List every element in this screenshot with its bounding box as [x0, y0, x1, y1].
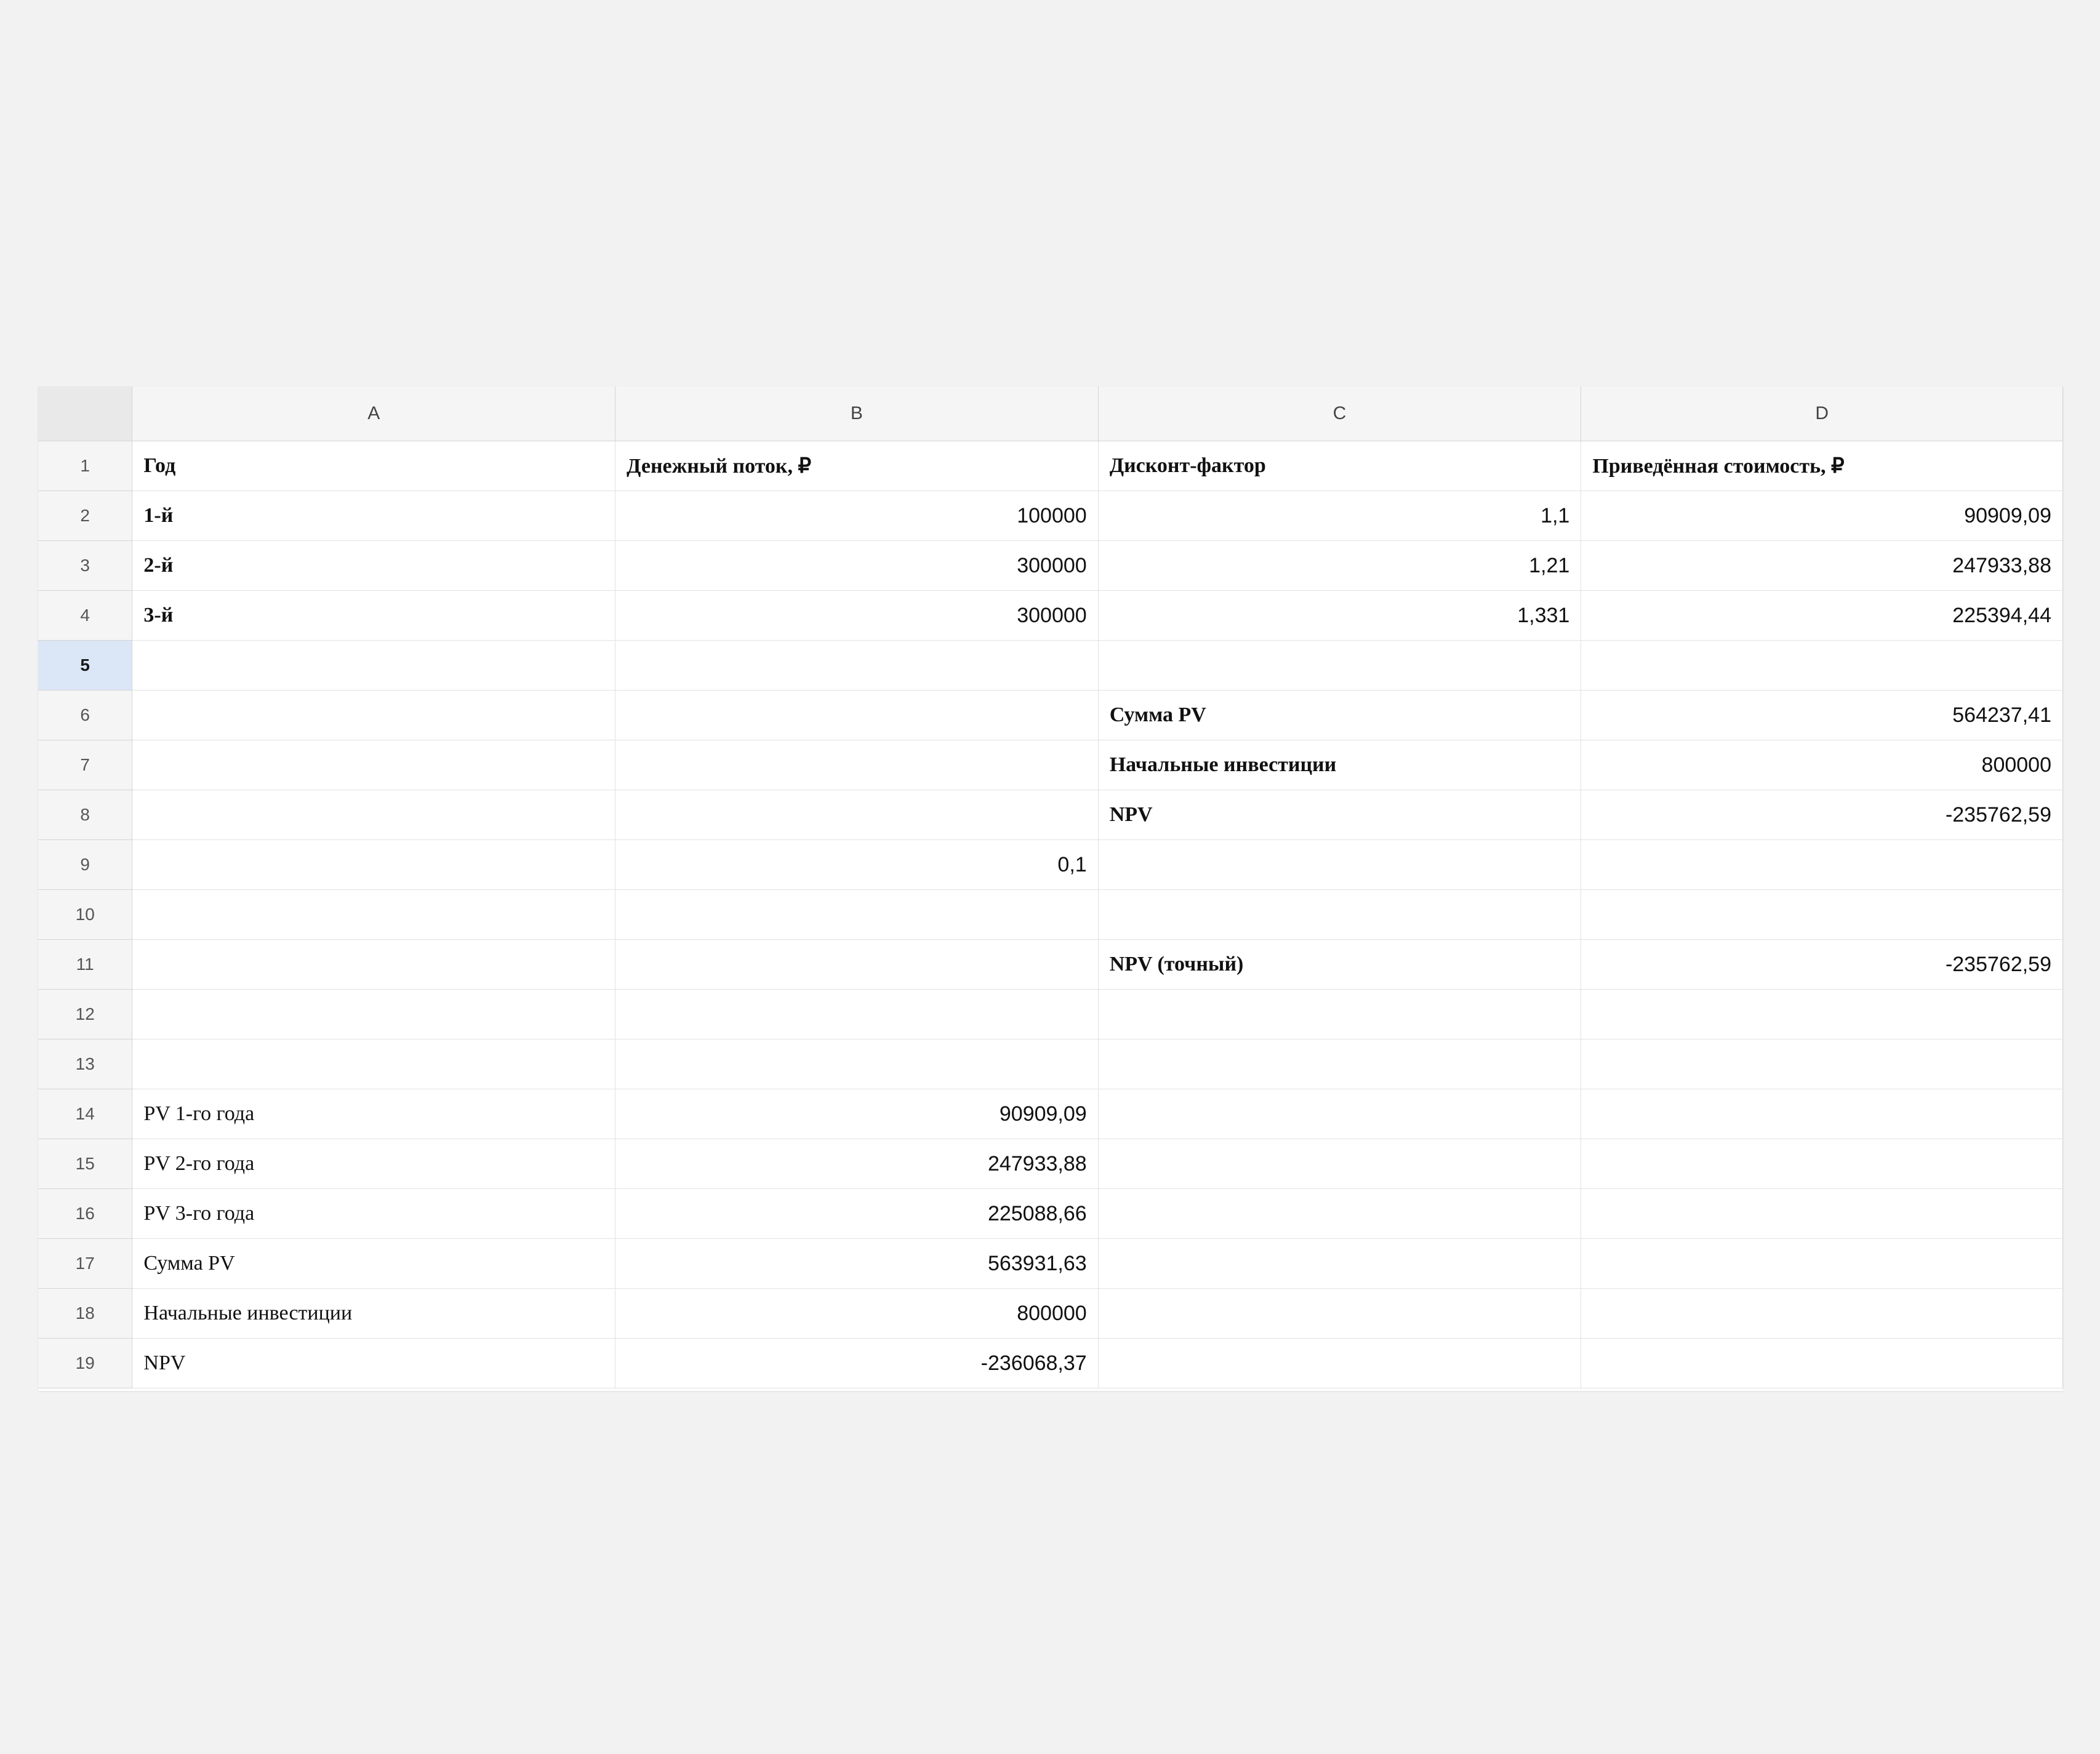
cell-c4[interactable]: 1,331: [1098, 591, 1581, 641]
table-row[interactable]: [38, 790, 2063, 840]
column-header-c[interactable]: C: [1098, 386, 1581, 441]
cell-c10[interactable]: [1098, 890, 1581, 940]
cell-c13[interactable]: [1098, 1039, 1581, 1089]
cell-b8[interactable]: [615, 790, 1099, 840]
table-row[interactable]: [38, 1039, 2063, 1089]
row-header-15[interactable]: 15: [38, 1139, 132, 1189]
cell-a10[interactable]: [132, 890, 615, 940]
cell-b2[interactable]: 100000: [615, 491, 1099, 541]
cell-a19[interactable]: NPV: [132, 1339, 615, 1388]
cell-c9[interactable]: [1098, 840, 1581, 890]
row-header-4[interactable]: 4: [38, 591, 132, 641]
row-header-3[interactable]: 3: [38, 541, 132, 591]
table-row[interactable]: [38, 1289, 2063, 1339]
cell-d10[interactable]: [1581, 890, 2063, 940]
cell-d5[interactable]: [1581, 641, 2063, 691]
table-row[interactable]: [38, 441, 2063, 491]
cell-b15[interactable]: 247933,88: [615, 1139, 1099, 1189]
table-row[interactable]: [38, 1239, 2063, 1289]
cell-a16[interactable]: PV 3-го года: [132, 1189, 615, 1239]
cell-a4[interactable]: 3-й: [132, 591, 615, 641]
cell-d1[interactable]: Приведённая стоимость, ₽: [1581, 441, 2063, 491]
cell-a2[interactable]: 1-й: [132, 491, 615, 541]
cell-a8[interactable]: [132, 790, 615, 840]
cell-c12[interactable]: [1098, 990, 1581, 1039]
cell-a6[interactable]: [132, 691, 615, 740]
cell-d8[interactable]: -235762,59: [1581, 790, 2063, 840]
cell-c14[interactable]: [1098, 1089, 1581, 1139]
table-row[interactable]: [38, 591, 2063, 641]
table-row[interactable]: [38, 641, 2063, 691]
cell-a5[interactable]: [132, 641, 615, 691]
table-row[interactable]: [38, 890, 2063, 940]
table-row[interactable]: [38, 940, 2063, 990]
cell-c17[interactable]: [1098, 1239, 1581, 1289]
cell-d11[interactable]: -235762,59: [1581, 940, 2063, 990]
cell-a18[interactable]: Начальные инвестиции: [132, 1289, 615, 1339]
cell-c5[interactable]: [1098, 641, 1581, 691]
cell-a17[interactable]: Сумма PV: [132, 1239, 615, 1289]
cell-d13[interactable]: [1581, 1039, 2063, 1089]
cell-a7[interactable]: [132, 740, 615, 790]
cell-b5[interactable]: [615, 641, 1099, 691]
cell-d14[interactable]: [1581, 1089, 2063, 1139]
column-header-row: [38, 386, 2063, 441]
row-header-9[interactable]: 9: [38, 840, 132, 890]
cell-c6[interactable]: Сумма PV: [1098, 691, 1581, 740]
row-header-5[interactable]: 5: [38, 641, 132, 691]
cell-d16[interactable]: [1581, 1189, 2063, 1239]
sheet-bottom-edge: [38, 1388, 2063, 1391]
cell-d6[interactable]: 564237,41: [1581, 691, 2063, 740]
cell-b9[interactable]: 0,1: [615, 840, 1099, 890]
cell-d9[interactable]: [1581, 840, 2063, 890]
cell-d18[interactable]: [1581, 1289, 2063, 1339]
cell-a15[interactable]: PV 2-го года: [132, 1139, 615, 1189]
cell-b1[interactable]: Денежный поток, ₽: [615, 441, 1099, 491]
row-header-11[interactable]: 11: [38, 940, 132, 990]
spreadsheet-sheet[interactable]: [38, 386, 2063, 1391]
row-header-17[interactable]: 17: [38, 1239, 132, 1289]
row-header-18[interactable]: 18: [38, 1289, 132, 1339]
cell-a9[interactable]: [132, 840, 615, 890]
cell-a1[interactable]: Год: [132, 441, 615, 491]
cell-c11[interactable]: NPV (точный): [1098, 940, 1581, 990]
cell-a3[interactable]: 2-й: [132, 541, 615, 591]
cell-b10[interactable]: [615, 890, 1099, 940]
row-header-6[interactable]: 6: [38, 691, 132, 740]
table-row[interactable]: [38, 691, 2063, 740]
row-header-16[interactable]: 16: [38, 1189, 132, 1239]
cell-c19[interactable]: [1098, 1339, 1581, 1388]
cell-c1[interactable]: Дисконт-фактор: [1098, 441, 1581, 491]
cell-b19[interactable]: -236068,37: [615, 1339, 1099, 1388]
cell-a11[interactable]: [132, 940, 615, 990]
row-header-14[interactable]: 14: [38, 1089, 132, 1139]
cell-d2[interactable]: 90909,09: [1581, 491, 2063, 541]
row-header-8[interactable]: 8: [38, 790, 132, 840]
cell-b17[interactable]: 563931,63: [615, 1239, 1099, 1289]
column-header-b[interactable]: B: [615, 386, 1099, 441]
row-header-2[interactable]: 2: [38, 491, 132, 541]
row-header-7[interactable]: 7: [38, 740, 132, 790]
cell-b12[interactable]: [615, 990, 1099, 1039]
cell-c15[interactable]: [1098, 1139, 1581, 1189]
row-header-10[interactable]: 10: [38, 890, 132, 940]
row-header-12[interactable]: 12: [38, 990, 132, 1039]
column-header-d[interactable]: D: [1581, 386, 2063, 441]
table-row[interactable]: [38, 1339, 2063, 1388]
cell-b13[interactable]: [615, 1039, 1099, 1089]
cell-d3[interactable]: 247933,88: [1581, 541, 2063, 591]
cell-c8[interactable]: NPV: [1098, 790, 1581, 840]
cell-a14[interactable]: PV 1-го года: [132, 1089, 615, 1139]
table-row[interactable]: [38, 541, 2063, 591]
cell-b6[interactable]: [615, 691, 1099, 740]
spreadsheet-grid[interactable]: [38, 386, 2063, 1388]
cell-b7[interactable]: [615, 740, 1099, 790]
select-all-corner[interactable]: [38, 386, 132, 441]
column-header-a[interactable]: A: [132, 386, 615, 441]
cell-a12[interactable]: [132, 990, 615, 1039]
cell-b4[interactable]: 300000: [615, 591, 1099, 641]
cell-d7[interactable]: 800000: [1581, 740, 2063, 790]
table-row[interactable]: [38, 990, 2063, 1039]
table-row[interactable]: [38, 1189, 2063, 1239]
cell-d15[interactable]: [1581, 1139, 2063, 1189]
cell-c3[interactable]: 1,21: [1098, 541, 1581, 591]
row-header-13[interactable]: 13: [38, 1039, 132, 1089]
cell-b18[interactable]: 800000: [615, 1289, 1099, 1339]
cell-a13[interactable]: [132, 1039, 615, 1089]
table-row[interactable]: [38, 1089, 2063, 1139]
cell-d4[interactable]: 225394,44: [1581, 591, 2063, 641]
table-row[interactable]: [38, 740, 2063, 790]
row-header-1[interactable]: 1: [38, 441, 132, 491]
cell-b3[interactable]: 300000: [615, 541, 1099, 591]
cell-d19[interactable]: [1581, 1339, 2063, 1388]
cell-b14[interactable]: 90909,09: [615, 1089, 1099, 1139]
cell-b11[interactable]: [615, 940, 1099, 990]
row-header-19[interactable]: 19: [38, 1339, 132, 1388]
table-row[interactable]: [38, 1139, 2063, 1189]
table-row[interactable]: [38, 491, 2063, 541]
cell-c18[interactable]: [1098, 1289, 1581, 1339]
cell-c16[interactable]: [1098, 1189, 1581, 1239]
cell-c7[interactable]: Начальные инвестиции: [1098, 740, 1581, 790]
cell-c2[interactable]: 1,1: [1098, 491, 1581, 541]
cell-d12[interactable]: [1581, 990, 2063, 1039]
cell-d17[interactable]: [1581, 1239, 2063, 1289]
cell-b16[interactable]: 225088,66: [615, 1189, 1099, 1239]
table-row[interactable]: [38, 840, 2063, 890]
